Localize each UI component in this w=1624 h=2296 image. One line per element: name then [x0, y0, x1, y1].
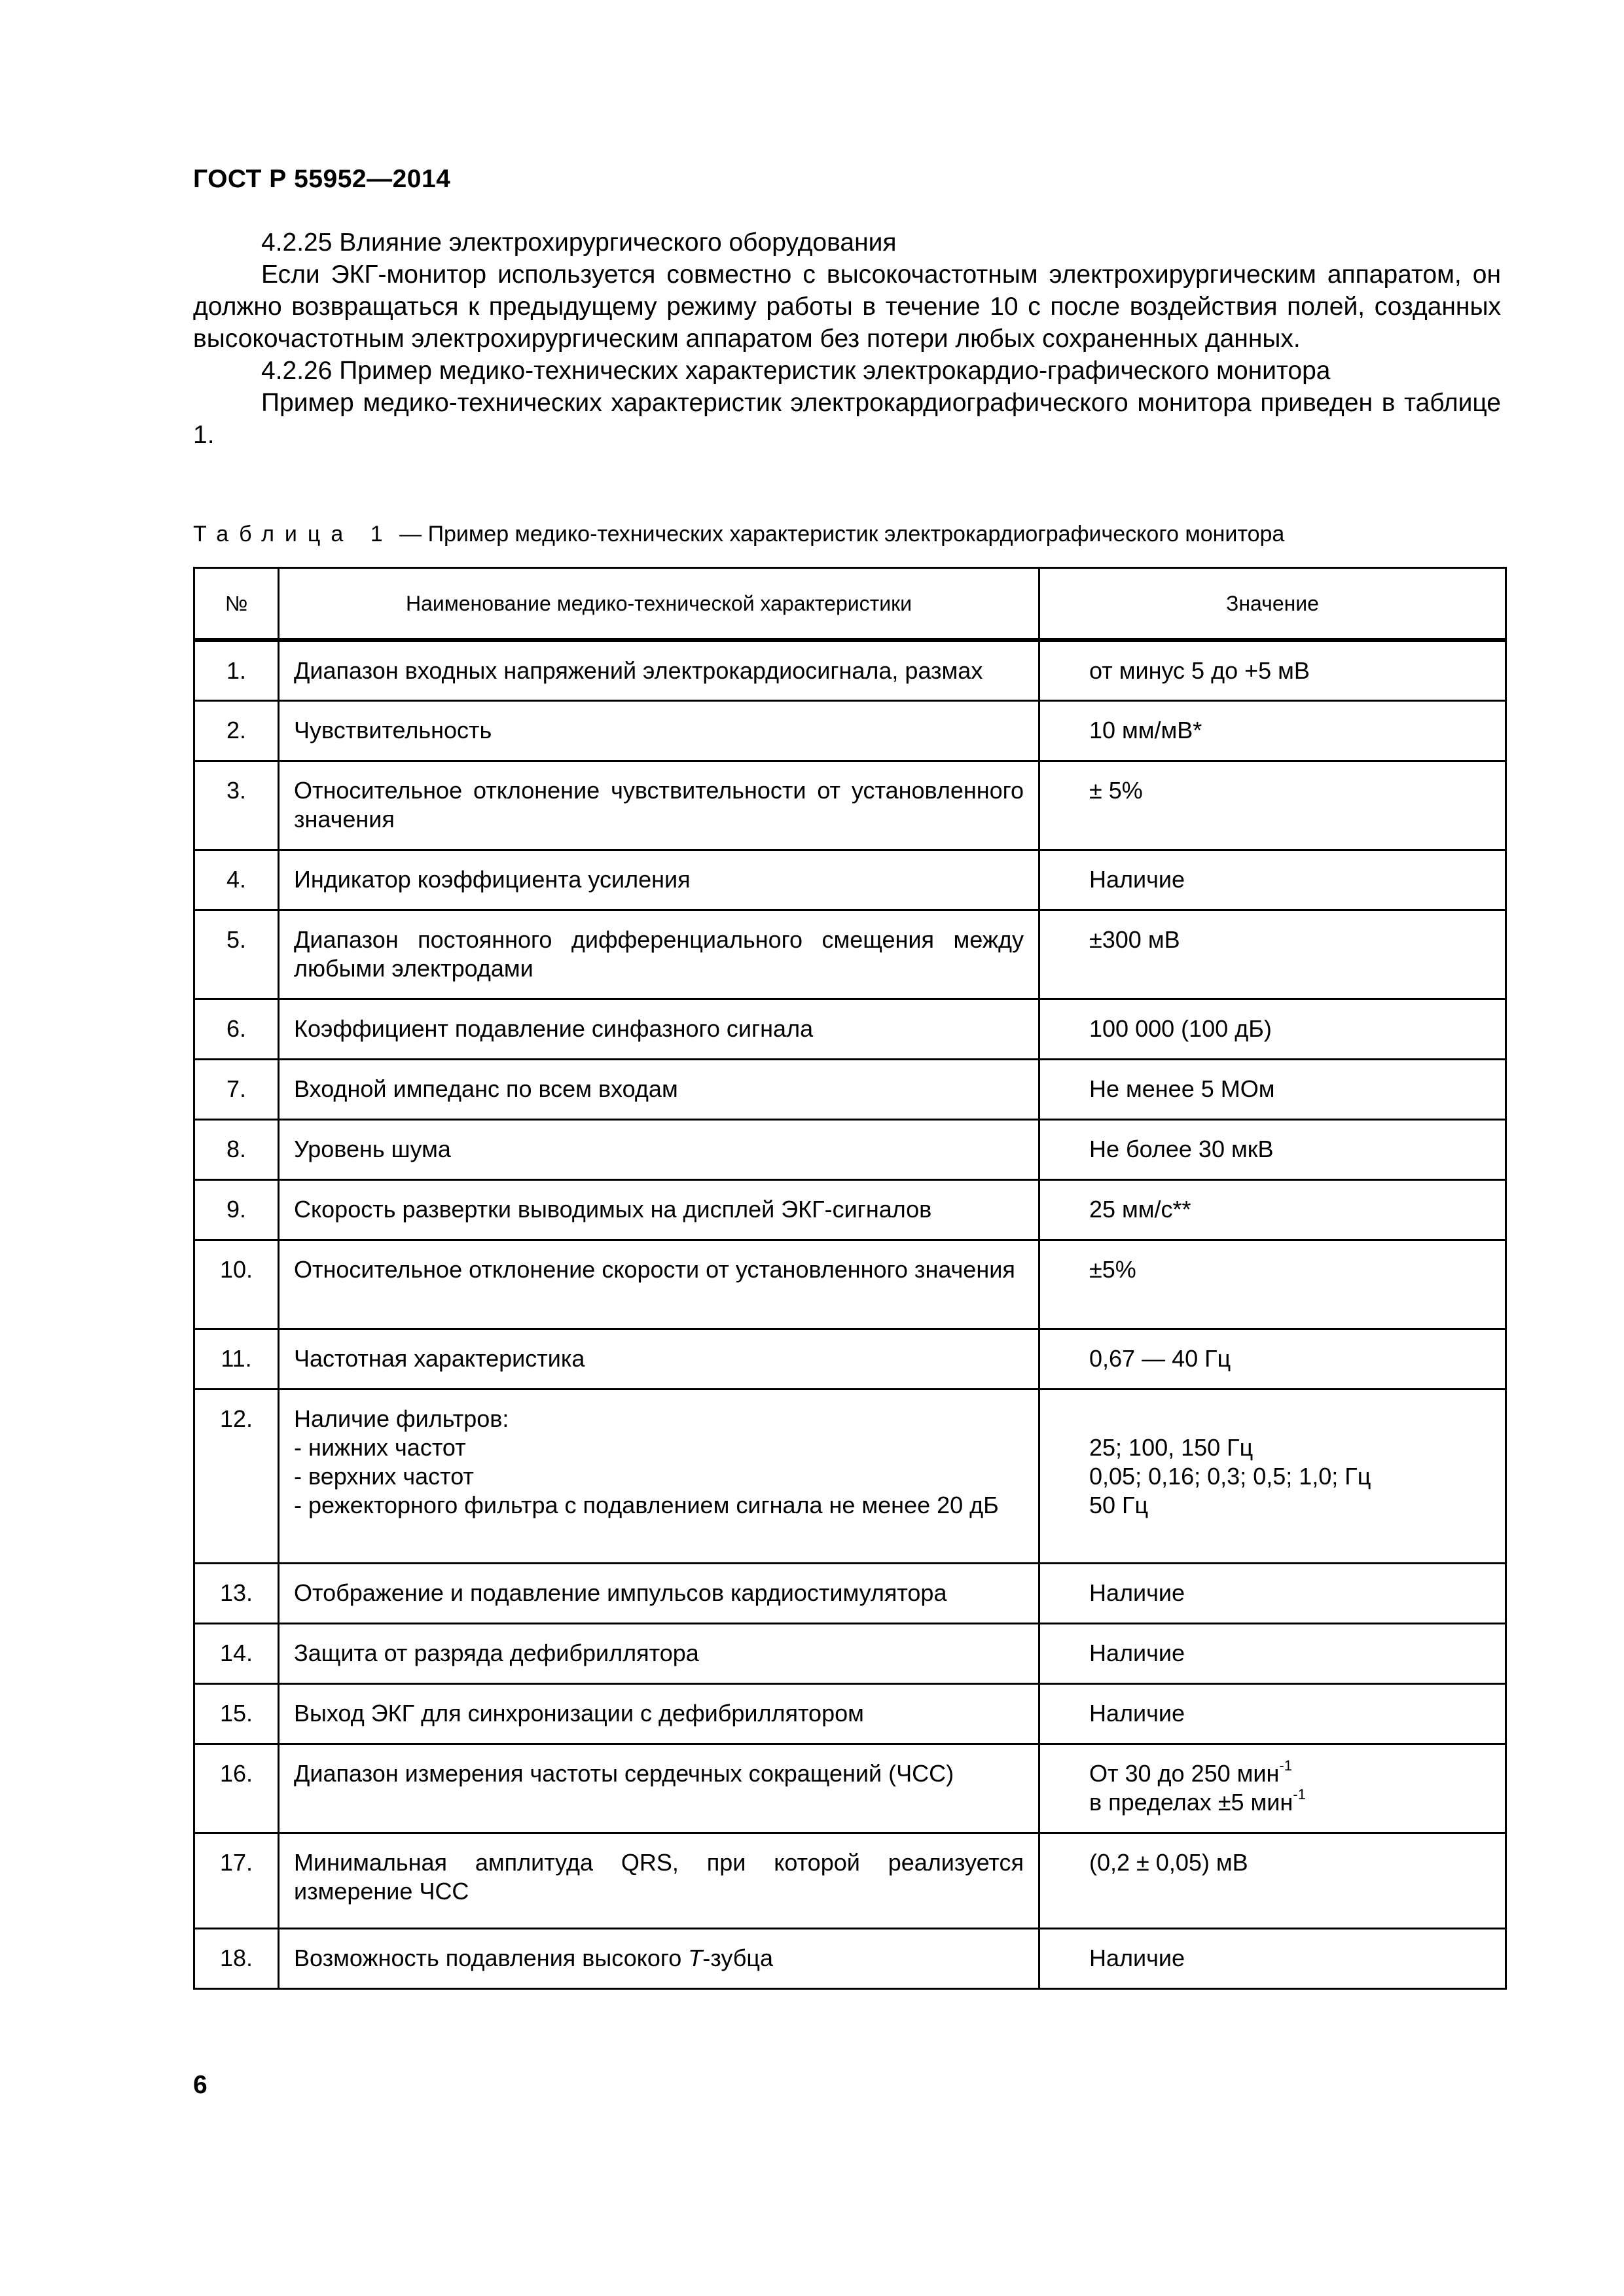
row-num: 16.	[194, 1744, 279, 1833]
header-num: №	[194, 568, 279, 641]
row-value: (0,2 ± 0,05) мВ	[1039, 1833, 1506, 1929]
row-name: Относительное отклонение чувствительности от установленного значения	[279, 761, 1039, 850]
row-value: ± 5%	[1039, 761, 1506, 850]
row-value: от минус 5 до +5 мВ	[1039, 640, 1506, 701]
row-name	[279, 1390, 1039, 1564]
row-num: 6.	[194, 999, 279, 1060]
table-caption-text: — Пример медико-технических характеристик электрокардиографического монитора	[393, 522, 1285, 547]
table-row	[194, 1624, 1506, 1684]
table-row	[194, 1929, 1506, 1989]
row-num: 11.	[194, 1329, 279, 1390]
row-value: 25 мм/с**	[1039, 1180, 1506, 1240]
row-name: Частотная характеристика	[279, 1329, 1039, 1390]
row-name: Коэффициент подавление синфазного сигнала	[279, 999, 1039, 1060]
row-name: Диапазон измерения частоты сердечных сокращений (ЧСС)	[279, 1744, 1039, 1833]
table-row	[194, 1120, 1506, 1180]
table-row	[194, 1564, 1506, 1624]
table-caption	[193, 522, 1284, 547]
row-name: Выход ЭКГ для синхронизации с дефибриллятором	[279, 1684, 1039, 1744]
row-name: Минимальная амплитуда QRS, при которой реализуется измерение ЧСС	[279, 1833, 1039, 1929]
row-name: Защита от разряда дефибриллятора	[279, 1624, 1039, 1684]
row-num: 13.	[194, 1564, 279, 1624]
row-num: 1.	[194, 640, 279, 701]
row-num: 5.	[194, 910, 279, 999]
row-value: Наличие	[1039, 1624, 1506, 1684]
row-name-suffix: -зубца	[702, 1945, 774, 1971]
table-row	[194, 761, 1506, 850]
row-value: 0,67 — 40 Гц	[1039, 1329, 1506, 1390]
filter-notch-value: 50 Гц	[1089, 1492, 1149, 1518]
filter-high-value: 0,05; 0,16; 0,3; 0,5; 1,0; Гц	[1089, 1463, 1371, 1490]
row-num: 8.	[194, 1120, 279, 1180]
table-row	[194, 1060, 1506, 1120]
section-heading-4-2-25: 4.2.25 Влияние электрохирургического оборудования	[261, 228, 897, 257]
hr-range: От 30 до 250 мин	[1089, 1760, 1280, 1787]
row-num: 4.	[194, 850, 279, 910]
header-name: Наименование медико-технической характеристики	[279, 568, 1039, 641]
filter-low-value: 25; 100, 150 Гц	[1089, 1434, 1254, 1461]
table-header-row	[194, 568, 1506, 641]
row-name-prefix: Возможность подавления высокого	[294, 1945, 689, 1971]
page-number: 6	[193, 2071, 208, 2099]
header-value: Значение	[1039, 568, 1506, 641]
filter-low: - нижних частот	[294, 1434, 466, 1461]
table-row	[194, 1329, 1506, 1390]
row-value: Не более 30 мкВ	[1039, 1120, 1506, 1180]
row-value: Наличие	[1039, 1564, 1506, 1624]
row-name: Входной импеданс по всем входам	[279, 1060, 1039, 1120]
row-num: 2.	[194, 701, 279, 761]
row-value: 100 000 (100 дБ)	[1039, 999, 1506, 1060]
table-row	[194, 1180, 1506, 1240]
t-wave-letter: Т	[688, 1945, 703, 1971]
filter-high: - верхних частот	[294, 1463, 474, 1490]
table-row	[194, 1744, 1506, 1833]
row-num: 18.	[194, 1929, 279, 1989]
row-name: Отображение и подавление импульсов кардиостимулятора	[279, 1564, 1039, 1624]
row-name: Уровень шума	[279, 1120, 1039, 1180]
row-value	[1039, 1744, 1506, 1833]
table-row	[194, 1240, 1506, 1329]
row-num: 17.	[194, 1833, 279, 1929]
filters-title: Наличие фильтров:	[294, 1405, 509, 1432]
row-value: Наличие	[1039, 1929, 1506, 1989]
hr-accuracy-unit-exponent: -1	[1293, 1786, 1306, 1803]
row-name: Диапазон входных напряжений электрокардиосигнала, размах	[279, 640, 1039, 701]
row-value	[1039, 1390, 1506, 1564]
hr-accuracy: в пределах ±5 мин	[1089, 1789, 1293, 1816]
row-num: 9.	[194, 1180, 279, 1240]
paragraph-electrosurgical: Если ЭКГ-монитор используется совместно с высокочастотным электрохирургическим аппаратом, он должно возвращаться к предыдущему режиму работы в течение 10 с после воздействия полей, созданных высокочастотным электрохирургическим аппаратом без потери любых сохраненных данных.	[193, 260, 1501, 353]
row-num: 7.	[194, 1060, 279, 1120]
document-code: ГОСТ Р 55952—2014	[193, 165, 451, 193]
table-caption-label: Таблица 1	[193, 522, 393, 547]
table-row	[194, 850, 1506, 910]
table-row	[194, 999, 1506, 1060]
row-value: ±300 мВ	[1039, 910, 1506, 999]
row-num: 15.	[194, 1684, 279, 1744]
section-heading-4-2-26: 4.2.26 Пример медико-технических характеристик электрокардио-графического монитора	[261, 357, 1331, 385]
row-value: Наличие	[1039, 850, 1506, 910]
row-name: Чувствительность	[279, 701, 1039, 761]
row-name: Индикатор коэффициента усиления	[279, 850, 1039, 910]
paragraph-example-reference: Пример медико-технических характеристик электрокардиографического монитора приведен в таблице 1.	[193, 389, 1501, 449]
table-row	[194, 1684, 1506, 1744]
filter-notch: - режекторного фильтра с подавлением сигнала не менее 20 дБ	[294, 1492, 999, 1518]
body-text	[193, 226, 1501, 451]
row-num: 10.	[194, 1240, 279, 1329]
row-name: Скорость развертки выводимых на дисплей ЭКГ-сигналов	[279, 1180, 1039, 1240]
hr-range-unit-exponent: -1	[1279, 1757, 1292, 1774]
table-row	[194, 1833, 1506, 1929]
row-num: 14.	[194, 1624, 279, 1684]
row-name: Относительное отклонение скорости от установленного значения	[279, 1240, 1039, 1329]
table-row	[194, 640, 1506, 701]
row-value: 10 мм/мВ*	[1039, 701, 1506, 761]
row-value: ±5%	[1039, 1240, 1506, 1329]
row-value: Наличие	[1039, 1684, 1506, 1744]
row-name	[279, 1929, 1039, 1989]
row-num: 12.	[194, 1390, 279, 1564]
row-value: Не менее 5 МОм	[1039, 1060, 1506, 1120]
spec-table	[193, 567, 1507, 1990]
table-row	[194, 910, 1506, 999]
row-num: 3.	[194, 761, 279, 850]
table-row	[194, 1390, 1506, 1564]
table-row	[194, 701, 1506, 761]
row-name: Диапазон постоянного дифференциального смещения между любыми электродами	[279, 910, 1039, 999]
